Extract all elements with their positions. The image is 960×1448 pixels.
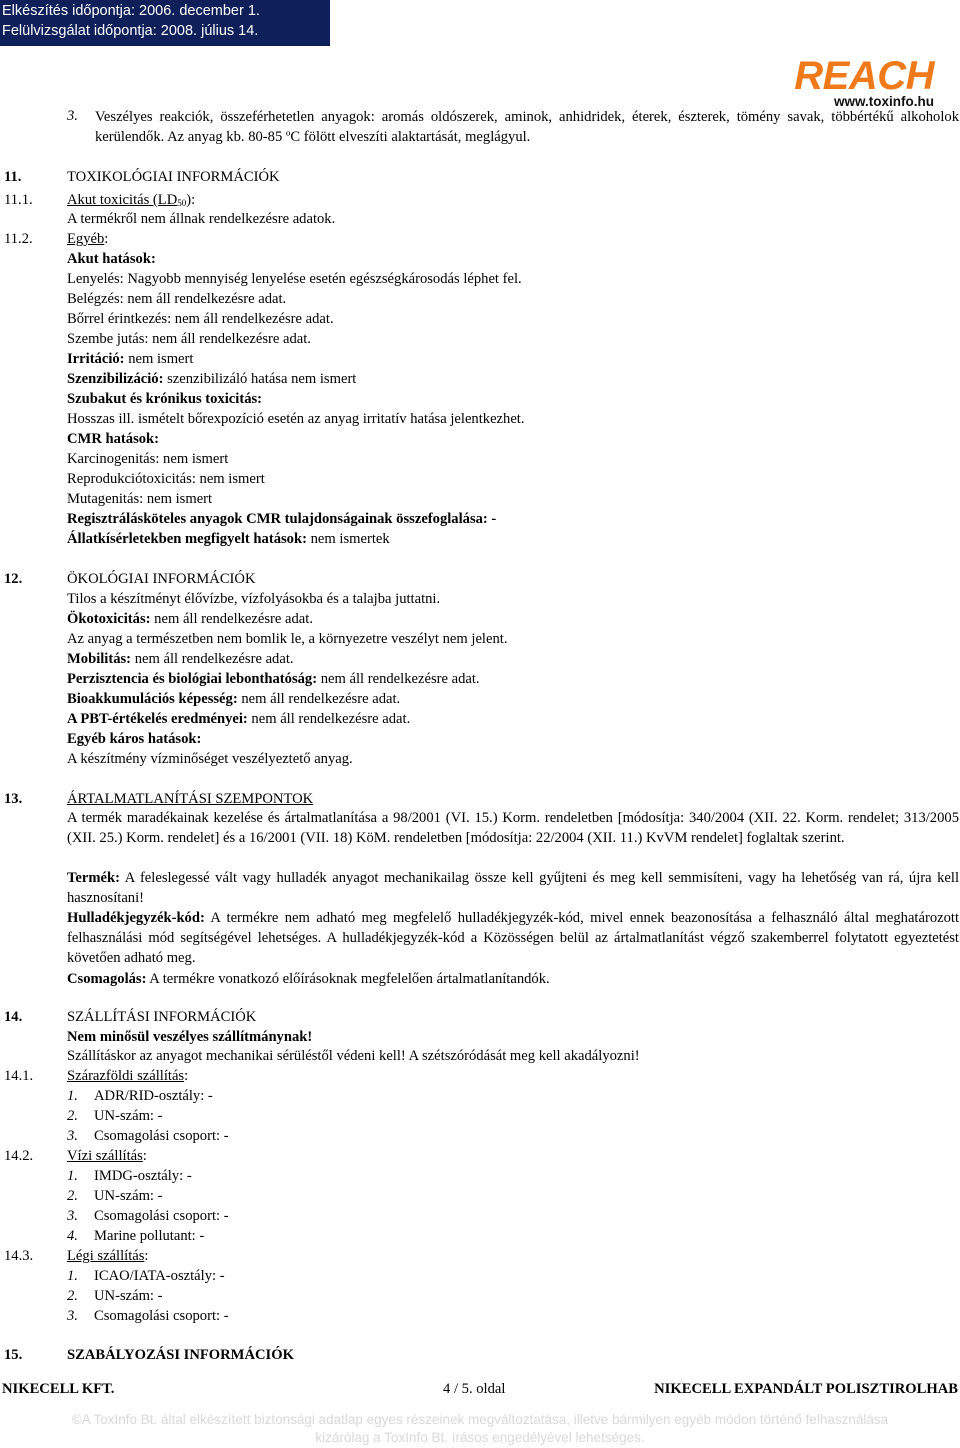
list-item: Csomagolási csoport: - (94, 1128, 229, 1144)
page-number: 4 / 5. oldal (443, 1381, 506, 1397)
list-item: ADR/RID-osztály: - (94, 1088, 213, 1104)
acute-effects-label: Akut hatások: (67, 251, 156, 267)
cmr-summary-text: Regisztrálásköteles anyagok CMR tulajdonságainak összefoglalása: - (67, 511, 497, 527)
list-item: Csomagolási csoport: - (94, 1208, 229, 1224)
section-title-toxicology: TOXIKOLÓGIAI INFORMÁCIÓK (67, 169, 280, 185)
other-effects-label: Egyéb káros hatások: (67, 731, 202, 747)
list-item: Csomagolási csoport: - (94, 1308, 229, 1324)
list-item-number: 4. (67, 1228, 78, 1244)
section-title-ecology: ÖKOLÓGIAI INFORMÁCIÓK (67, 571, 256, 587)
disposal-regulation-paragraph: A termék maradékainak kezelése és ártalmatlanítása a 98/2001 (VI. 15.) Korm. rendeletben [módosítja: 340/2004 (XII. 22. Korm. rendelet; 313/2005 (XII. 25.) Korm. rendelet] és a 16/2001 (VII. 18) KöM. rendeletben [módosítja: 22/2004 (XII. 11.) KvVM rendelet] foglaltak szerint. (67, 810, 959, 846)
subsection-title-water: Vízi szállítás: (67, 1148, 147, 1164)
subsection-number: 14.2. (4, 1148, 34, 1164)
subsection-number: 14.3. (4, 1248, 34, 1264)
bioaccumulation-row: Bioakkumulációs képesség: nem áll rendelkezésre adat. (67, 691, 401, 707)
copyright-line: kizárólag a ToxInfo Bt. írásos engedélyével lehetséges. (315, 1430, 645, 1445)
list-item-number: 1. (67, 1168, 78, 1184)
subsection-title-other: Egyéb: (67, 231, 109, 247)
subsection-title-acute-toxicity: Akut toxicitás $(LD_{50})$: (67, 192, 196, 208)
logo-url: www.toxinfo.hu (834, 94, 934, 109)
subsection-title-road: Szárazföldi szállítás: (67, 1068, 189, 1084)
section-title-transport: SZÁLLÍTÁSI INFORMÁCIÓK (67, 1009, 257, 1025)
subsection-number: 11.1. (4, 192, 33, 208)
mutagenicity-text: Mutagenitás: nem ismert (67, 491, 213, 507)
reach-logo-word: REACH (794, 54, 934, 98)
skin-contact-text: Bőrrel érintkezés: nem áll rendelkezésre adat. (67, 311, 334, 327)
list-item: UN-szám: - (94, 1108, 163, 1124)
ecotoxicity-row: Ökotoxicitás: nem áll rendelkezésre adat. (67, 611, 313, 627)
not-dangerous-label: Nem minősül veszélyes szállítmánynak! (67, 1029, 313, 1045)
subsection-title-air: Légi szállítás: (67, 1248, 149, 1264)
reach-logo (784, 54, 934, 110)
list-item-number: 2. (67, 1188, 78, 1204)
section-number: 14. (4, 1009, 23, 1025)
mobility-row: Mobilitás: nem áll rendelkezésre adat. (67, 651, 294, 667)
reproductive-toxicity-text: Reprodukciótoxicitás: nem ismert (67, 471, 265, 487)
sensitization-row: Szenzibilizáció: szenzibilizáló hatása nem ismert (67, 371, 357, 387)
packaging-disposal-row: Csomagolás: A termékre vonatkozó előírásoknak megfelelően ártalmatlanítandók. (67, 971, 550, 987)
product-disposal-paragraph: Termék: A feleslegessé vált vagy hulladék anyagot mechanikailag össze kell gyűjteni és meg kell semmisíteni, vagy ha lehetőség van rá, újra kell hasznosítani! (67, 870, 959, 906)
pbt-row: A PBT-értékelés eredményei: nem áll rendelkezésre adat. (67, 711, 411, 727)
list-item: UN-szám: - (94, 1288, 163, 1304)
ecology-line: Tilos a készítményt élővízbe, vízfolyásokba és a talajba juttatni. (67, 591, 441, 607)
chronic-toxicity-text: Hosszas ill. ismételt bőrexpozíció esetén az anyag irritatív hatása jelentkezhet. (67, 411, 525, 427)
list-item: Marine pollutant: - (94, 1228, 205, 1244)
list-item-number: 2. (67, 1108, 78, 1124)
copyright-line: ©A ToxInfo Bt. által elkészített biztonsági adatlap egyes részeinek megváltoztatása, illetve bármilyen egyéb módon történő felhasználása (71, 1412, 889, 1427)
revision-date: Felülvizsgálat időpontja: 2008. július 14. (2, 23, 259, 39)
section-number: 15. (4, 1347, 23, 1363)
ecology-line: Az anyag a természetben nem bomlik le, a környezetre veszélyt nem jelent. (67, 631, 508, 647)
list-item: IMDG-osztály: - (94, 1168, 192, 1184)
list-item-number: 2. (67, 1288, 78, 1304)
animal-tests-row: Állatkísérletekben megfigyelt hatások: nem ismertek (67, 531, 390, 547)
transport-note: Szállításkor az anyagot mechanikai sérüléstől védeni kell! A szétszóródását meg kell akadályozni! (67, 1048, 640, 1064)
list-item-number: 3. (67, 108, 78, 124)
list-item: UN-szám: - (94, 1188, 163, 1204)
creation-date: Elkészítés időpontja: 2006. december 1. (2, 3, 260, 19)
section-title-disposal: ÁRTALMATLANÍTÁSI SZEMPONTOK (67, 791, 314, 807)
subsection-number: 11.2. (4, 231, 33, 247)
section-number: 11. (4, 169, 22, 185)
chronic-toxicity-label: Szubakut és krónikus toxicitás: (67, 391, 263, 407)
document-header (0, 0, 330, 46)
acute-toxicity-text: A termékről nem állnak rendelkezésre adatok. (67, 211, 336, 227)
reactivity-text: Veszélyes reakciók, összeférhetetlen anyagok: aromás oldószerek, aminok, anhidridek, éterek, észterek, tömény savak, többértékű alkoholok kerülendők. Az anyag kb. 80-85 ºC fölött elveszíti alaktartását, meglágyul. (95, 109, 959, 145)
list-item-number: 3. (67, 1308, 78, 1324)
ecology-line: A készítmény vízminőséget veszélyeztető anyag. (67, 751, 353, 767)
list-item-number: 3. (67, 1208, 78, 1224)
ingestion-text: Lenyelés: Nagyobb mennyiség lenyelése esetén egészségkárosodás léphet fel. (67, 271, 522, 287)
persistence-row: Perzisztencia és biológiai lebonthatóság: nem áll rendelkezésre adat. (67, 671, 480, 687)
irritation-row: Irritáció: nem ismert (67, 351, 194, 367)
section-number: 13. (4, 791, 23, 807)
list-item: ICAO/IATA-osztály: - (94, 1268, 225, 1284)
product-name: NIKECELL EXPANDÁLT POLISZTIROLHAB (654, 1381, 958, 1397)
list-item-number: 1. (67, 1268, 78, 1284)
list-item-number: 3. (67, 1128, 78, 1144)
eye-contact-text: Szembe jutás: nem áll rendelkezésre adat. (67, 331, 311, 347)
list-item-number: 1. (67, 1088, 78, 1104)
carcinogenicity-text: Karcinogenitás: nem ismert (67, 451, 229, 467)
cmr-effects-label: CMR hatások: (67, 431, 160, 447)
subsection-number: 14.1. (4, 1068, 34, 1084)
inhalation-text: Belégzés: nem áll rendelkezésre adat. (67, 291, 287, 307)
company-name: NIKECELL KFT. (2, 1381, 115, 1397)
section-number: 12. (4, 571, 23, 587)
section-title-regulatory: SZABÁLYOZÁSI INFORMÁCIÓK (67, 1347, 294, 1363)
waste-code-paragraph: Hulladékjegyzék-kód: A termékre nem adható meg megfelelő hulladékjegyzék-kód, mivel ennek beazonosítása a felhasználó által meghatározott felhasználási mód segítségével lehetséges. A hulladékjegyzék-kód a Közösségen belül az ártalmatlanítást végző szakemberrel folytatott egyeztetést követően adható meg. (67, 910, 959, 966)
